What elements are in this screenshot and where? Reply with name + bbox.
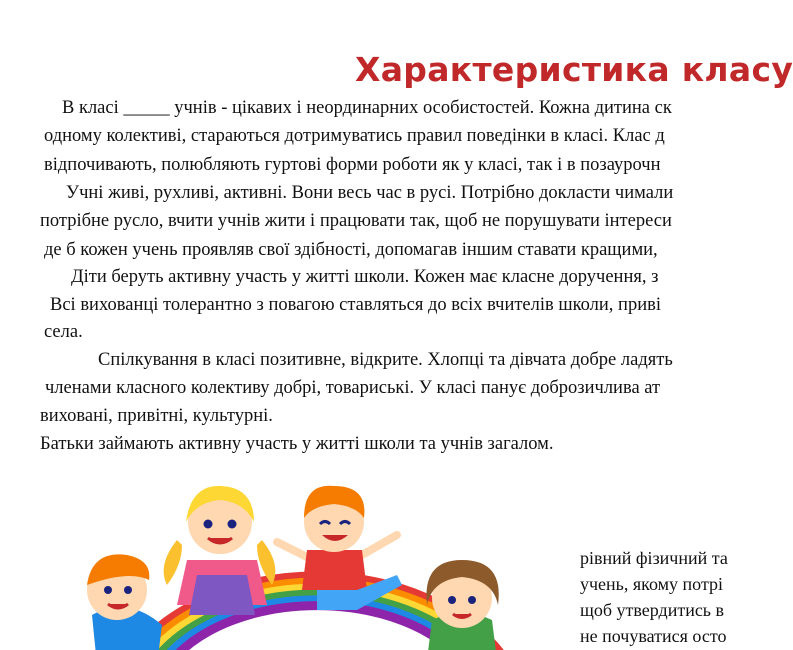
text-line: Діти беруть активну участь у житті школи. Кожен має класне доручення, з: [71, 267, 659, 287]
text-line: села.: [44, 322, 83, 342]
page-title: Характеристика класу: [355, 50, 793, 89]
text-line: членами класного колективу добрі, товариські. У класі панує доброзичлива ат: [45, 378, 661, 398]
text-line: Батьки займають активну участь у житті школи та учнів загалом.: [40, 434, 554, 454]
text-line: одному колективі, стараються дотримуватись правил поведінки в класі. Клас д: [44, 126, 665, 146]
text-line: не почуватися осто: [580, 626, 727, 646]
text-line: В класі _____ учнів - цікавих і неординарних особистостей. Кожна дитина ск: [62, 98, 672, 118]
text-line: потрібне русло, вчити учнів жити і працювати так, щоб не порушувати інтереси: [40, 211, 672, 231]
text-line: де б кожен учень проявляв свої здібності, допомагав іншим ставати кращими,: [44, 240, 658, 260]
child-boy-left: [87, 554, 162, 650]
text-line: Учні живі, рухливі, активні. Вони весь час в русі. Потрібно докласти чимали: [66, 183, 674, 203]
child-girl-pigtails: [164, 486, 276, 615]
text-line: Спілкування в класі позитивне, відкрите. Хлопці та дівчата добре ладять: [98, 350, 673, 370]
text-line: рівний фізичний та: [580, 548, 728, 568]
text-line: Всі вихованці толерантно з повагою ставляться до всіх вчителів школи, приві: [50, 295, 661, 315]
text-line: відпочивають, полюбляють гуртові форми роботи як у класі, так і в позаурочн: [44, 155, 661, 175]
children-rainbow-illustration: [62, 480, 522, 650]
text-line: щоб утвердитись в: [580, 600, 725, 620]
child-girl-right: [426, 560, 498, 650]
text-line: учень, якому потрі: [580, 574, 724, 594]
text-line: виховані, привітні, культурні.: [40, 406, 273, 426]
